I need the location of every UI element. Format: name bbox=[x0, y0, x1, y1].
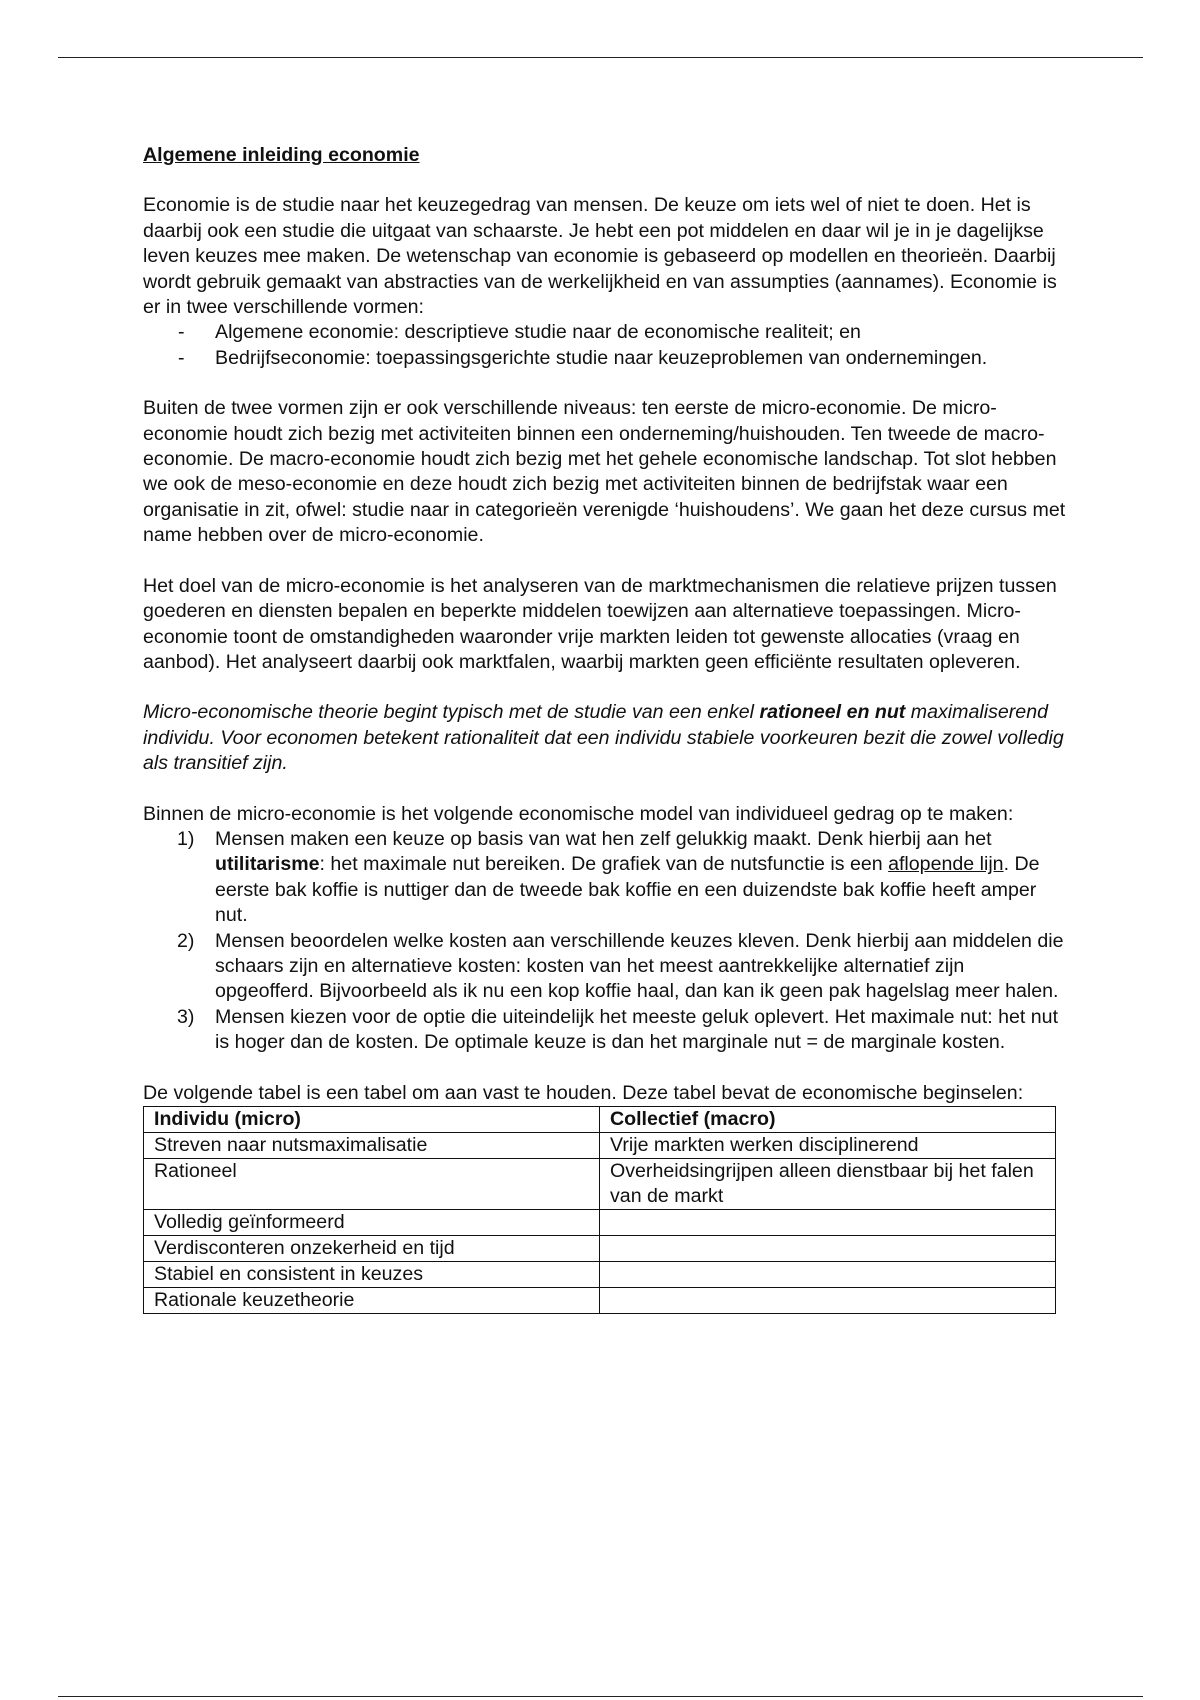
italic-quote bbox=[143, 700, 1068, 776]
table-cell bbox=[600, 1210, 1056, 1236]
item-bold: utilitarisme bbox=[215, 853, 320, 876]
table-cell: Vrije markten werken disciplinerend bbox=[600, 1133, 1056, 1159]
table-row bbox=[144, 1133, 1056, 1159]
item-text: Mensen maken een keuze op basis van wat hen zelf gelukkig maakt. Denk hierbij aan het bbox=[215, 827, 992, 850]
item-number: 2) bbox=[177, 929, 195, 952]
table-row bbox=[144, 1288, 1056, 1314]
table-cell: Rationale keuzetheorie bbox=[144, 1288, 600, 1314]
model-list bbox=[143, 827, 1068, 1056]
table-cell bbox=[600, 1236, 1056, 1262]
list-item bbox=[177, 1005, 1068, 1056]
document-title: Algemene inleiding economie bbox=[143, 144, 420, 166]
table-cell: Volledig geïnformeerd bbox=[144, 1210, 600, 1236]
table-cell: Streven naar nutsmaximalisatie bbox=[144, 1133, 600, 1159]
list-item: - Bedrijfseconomie: toepassingsgerichte studie naar keuzeproblemen van ondernemingen. bbox=[215, 346, 1068, 371]
table-cell: Stabiel en consistent in keuzes bbox=[144, 1262, 600, 1288]
paragraph-goal: Het doel van de micro-economie is het analyseren van de marktmechanismen die relatieve prijzen tussen goederen en diensten bepalen en beperkte middelen toewijzen aan alternatieve toepassingen. Micro-economie toont de omstandigheden waaronder vrije markten leiden tot gewenste allocaties (vraag en aanbod). Het analyseert daarbij ook marktfalen, waarbij markten geen efficiënte resultaten opleveren. bbox=[143, 574, 1057, 673]
item-text: Mensen beoordelen welke kosten aan verschillende keuzes kleven. Denk hierbij aan middelen die schaars zijn en alternatieve kosten: kosten van het meest aantrekkelijke alternatief zijn opgeofferd. Bijvoorbeeld als ik nu een kop koffie haal, dan kan ik geen pak hagelslag meer halen. bbox=[215, 929, 1064, 1003]
table-header-cell: Collectief (macro) bbox=[600, 1107, 1056, 1133]
item-text: : het maximale nut bereiken. De grafiek van de nutsfunctie is een bbox=[319, 853, 889, 876]
item-text: Mensen kiezen voor de optie die uiteindelijk het meeste geluk oplevert. Het maximale nut: het nut is hoger dan de kosten. De optimale keuze is dan het marginale nut = de marginale kosten. bbox=[215, 1005, 1059, 1054]
quote-text-1: Micro-economische theorie begint typisch met de studie van een enkel bbox=[143, 701, 760, 724]
paragraph-intro: Economie is de studie naar het keuzegedrag van mensen. De keuze om iets wel of niet te doen. Het is daarbij ook een studie die uitgaat van schaarste. Je hebt een pot middelen en daar wil je in je dagelijkse leven keuzes mee maken. De wetenschap van economie is gebaseerd op modellen en theorieën. Daarbij wordt gebruik gemaakt van abstracties van de werkelijkheid en van assumpties (aannames). Economie is er in twee verschillende vormen: bbox=[143, 194, 1057, 319]
table-cell: Rationeel bbox=[144, 1159, 600, 1210]
document-body bbox=[143, 143, 1068, 1314]
list-item bbox=[177, 827, 1068, 929]
principles-table bbox=[143, 1106, 1056, 1314]
table-cell bbox=[600, 1262, 1056, 1288]
table-row bbox=[144, 1159, 1056, 1210]
table-cell: Overheidsingrijpen alleen dienstbaar bij het falen van de markt bbox=[600, 1159, 1056, 1210]
footer-rule bbox=[58, 1696, 1143, 1697]
table-cell: Verdisconteren onzekerheid en tijd bbox=[144, 1236, 600, 1262]
list-item bbox=[177, 929, 1068, 1005]
intro-section bbox=[143, 193, 1068, 371]
table-row bbox=[144, 1210, 1056, 1236]
table-header-cell: Individu (micro) bbox=[144, 1107, 600, 1133]
item-text: . De eerste bak koffie is nuttiger dan de tweede bak koffie en een duizendste bak koffie heeft amper nut. bbox=[215, 853, 1040, 927]
item-underline: aflopende lijn bbox=[888, 853, 1004, 876]
table-row bbox=[144, 1236, 1056, 1262]
paragraph-levels: Buiten de twee vormen zijn er ook verschillende niveaus: ten eerste de micro-economie. De micro-economie houdt zich bezig met activiteiten binnen een onderneming/huishouden. Ten tweede de macro-economie. De macro-economie houdt zich bezig met het gehele economische landschap. Tot slot hebben we ook de meso-economie en deze houdt zich bezig met activiteiten binnen de bedrijfstak waar een organisatie in zit, ofwel: studie naar in categorieën verenigde ‘huishoudens’. We gaan het deze cursus met name hebben over de micro-economie. bbox=[143, 397, 1066, 547]
table-row bbox=[144, 1262, 1056, 1288]
item-number: 1) bbox=[177, 827, 195, 850]
item-number: 3) bbox=[177, 1005, 195, 1028]
quote-bold: rationeel en nut bbox=[759, 701, 906, 724]
paragraph-table-intro: De volgende tabel is een tabel om aan vast te houden. Deze tabel bevat de economische beginselen: bbox=[143, 1081, 1024, 1104]
table-header-row bbox=[144, 1107, 1056, 1133]
quote-text-2: maximaliserend individu. Voor economen betekent rationaliteit dat een individu stabiele voorkeuren bezit die zowel volledig als transitief zijn. bbox=[143, 701, 1064, 775]
table-cell bbox=[600, 1288, 1056, 1314]
forms-list bbox=[143, 320, 1068, 371]
paragraph-model-intro: Binnen de micro-economie is het volgende economische model van individueel gedrag op te maken: bbox=[143, 802, 1014, 825]
model-section bbox=[143, 802, 1068, 1056]
header-rule bbox=[58, 57, 1143, 58]
list-item: - Algemene economie: descriptieve studie naar de economische realiteit; en bbox=[215, 320, 1068, 345]
